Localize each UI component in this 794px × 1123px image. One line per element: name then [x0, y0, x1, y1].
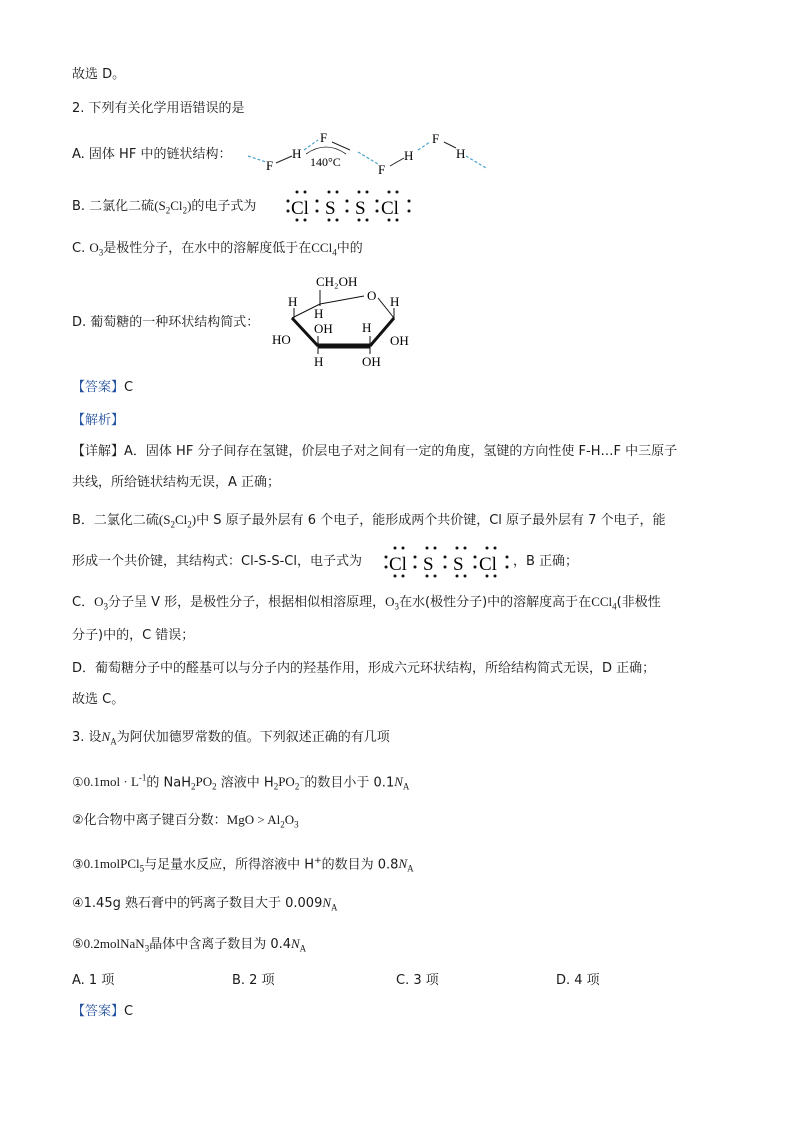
lewis-cl2: Cl	[381, 198, 399, 219]
hf-f2: F	[320, 130, 328, 145]
svg-text:CH₂OH: CH₂OH	[316, 274, 358, 289]
hf-f4: F	[432, 131, 440, 146]
detail-line-4-tail: ，B 正确；	[513, 554, 579, 569]
lewis-s2: S	[355, 198, 366, 219]
answer-line-2: 【答案】C	[72, 1004, 134, 1019]
lewis-cl1: Cl	[291, 198, 309, 219]
hf-h3: H	[456, 146, 466, 161]
svg-text:O: O	[367, 288, 377, 303]
svg-text:S: S	[423, 554, 434, 575]
hf-f1: F	[266, 158, 274, 173]
option-c: C. 3 项	[396, 973, 439, 988]
answer-line-1: 【答案】C	[72, 380, 134, 395]
svg-text:H: H	[314, 306, 324, 321]
statement-2: ②化合物中离子键百分数：MgO > $Al_2O_3$	[72, 812, 299, 830]
option-a-text: A. 固体 HF 中的链状结构：	[72, 147, 232, 162]
svg-text:S: S	[453, 554, 464, 575]
detail-line-4: 形成一个共价键，其结构式：Cl-S-S-Cl，电子式为	[72, 554, 362, 569]
hf-chain-structure	[240, 126, 490, 178]
option-a: A. 1 项	[72, 973, 115, 988]
svg-text:H: H	[288, 294, 298, 309]
question-2-stem: 2. 下列有关化学用语错误的是	[72, 101, 245, 116]
statement-1: ①0.1mol · $L^{-1}$的 $NaH_2PO_2$ 溶液中 $H_2PO_2^-$的数目小于 $0.1N_A$	[72, 773, 410, 792]
conclusion-line: 故选 D。	[72, 67, 126, 82]
svg-text:HO: HO	[272, 332, 291, 347]
option-d-text: D. 葡萄糖的一种环状结构简式：	[72, 315, 260, 330]
svg-text:H: H	[362, 320, 372, 335]
hf-h1: H	[292, 146, 302, 161]
hf-f3: F	[378, 162, 386, 177]
detail-line-1: 【详解】A．固体 HF 分子间存在氢键，价层电子对之间有一定的角度，氢键的方向性使 F-H…F 中三原子	[72, 444, 678, 459]
option-b: B. 2 项	[232, 973, 275, 988]
s2cl2-lewis-structure-2	[383, 545, 513, 579]
lewis-s1: S	[325, 198, 336, 219]
hf-h2: H	[404, 148, 414, 163]
glucose-ring-structure	[272, 270, 422, 370]
svg-text:H: H	[314, 354, 324, 369]
detail-line-5: C．$O_3$分子呈 V 形，是极性分子，根据相似相溶原理，$O_3$在水(极性分子)中的溶解度高于在CCl$_4$(非极性	[72, 594, 661, 612]
svg-text:Cl: Cl	[479, 554, 497, 575]
option-b-text: B. 二氯化二硫$(S_2Cl_2)$的电子式为	[72, 198, 257, 216]
statement-4: ④1.45g 熟石膏中的钙离子数目大于 $0.009N_A$	[72, 895, 338, 913]
s2cl2-lewis-structure	[285, 189, 415, 223]
detail-line-8: 故选 C。	[72, 692, 125, 707]
detail-line-7: D．葡萄糖分子中的醛基可以与分子内的羟基作用，形成六元环状结构，所给结构简式无误，D 正确；	[72, 661, 656, 676]
option-d: D. 4 项	[556, 973, 600, 988]
detail-line-3: B．二氯化二硫$(S_2Cl_2)$中 S 原子最外层有 6 个电子，能形成两个共价键，Cl 原子最外层有 7 个电子，能	[72, 512, 666, 530]
hf-angle: 140°C	[310, 155, 341, 169]
svg-text:OH: OH	[390, 333, 409, 348]
svg-text:H: H	[390, 294, 400, 309]
analysis-heading: 【解析】	[72, 413, 125, 428]
detail-line-2: 共线，所给链状结构无误，A 正确；	[72, 475, 281, 490]
question-3-stem: 3. 设$N_A$为阿伏加德罗常数的值。下列叙述正确的有几项	[72, 729, 390, 747]
statement-3: ③0.1molPCl$_5$与足量水反应，所得溶液中 H+的数目为 $0.8N_A$	[72, 856, 414, 874]
svg-text:Cl: Cl	[389, 554, 407, 575]
svg-text:OH: OH	[362, 354, 381, 369]
statement-5: ⑤0.2molNaN$_3$晶体中含离子数目为 $0.4N_A$	[72, 936, 307, 954]
detail-line-6: 分子)中的，C 错误；	[72, 628, 195, 643]
svg-text:OH: OH	[314, 321, 333, 336]
option-c-text: C. $O_3$是极性分子，在水中的溶解度低于在CCl$_4$中的	[72, 240, 363, 258]
